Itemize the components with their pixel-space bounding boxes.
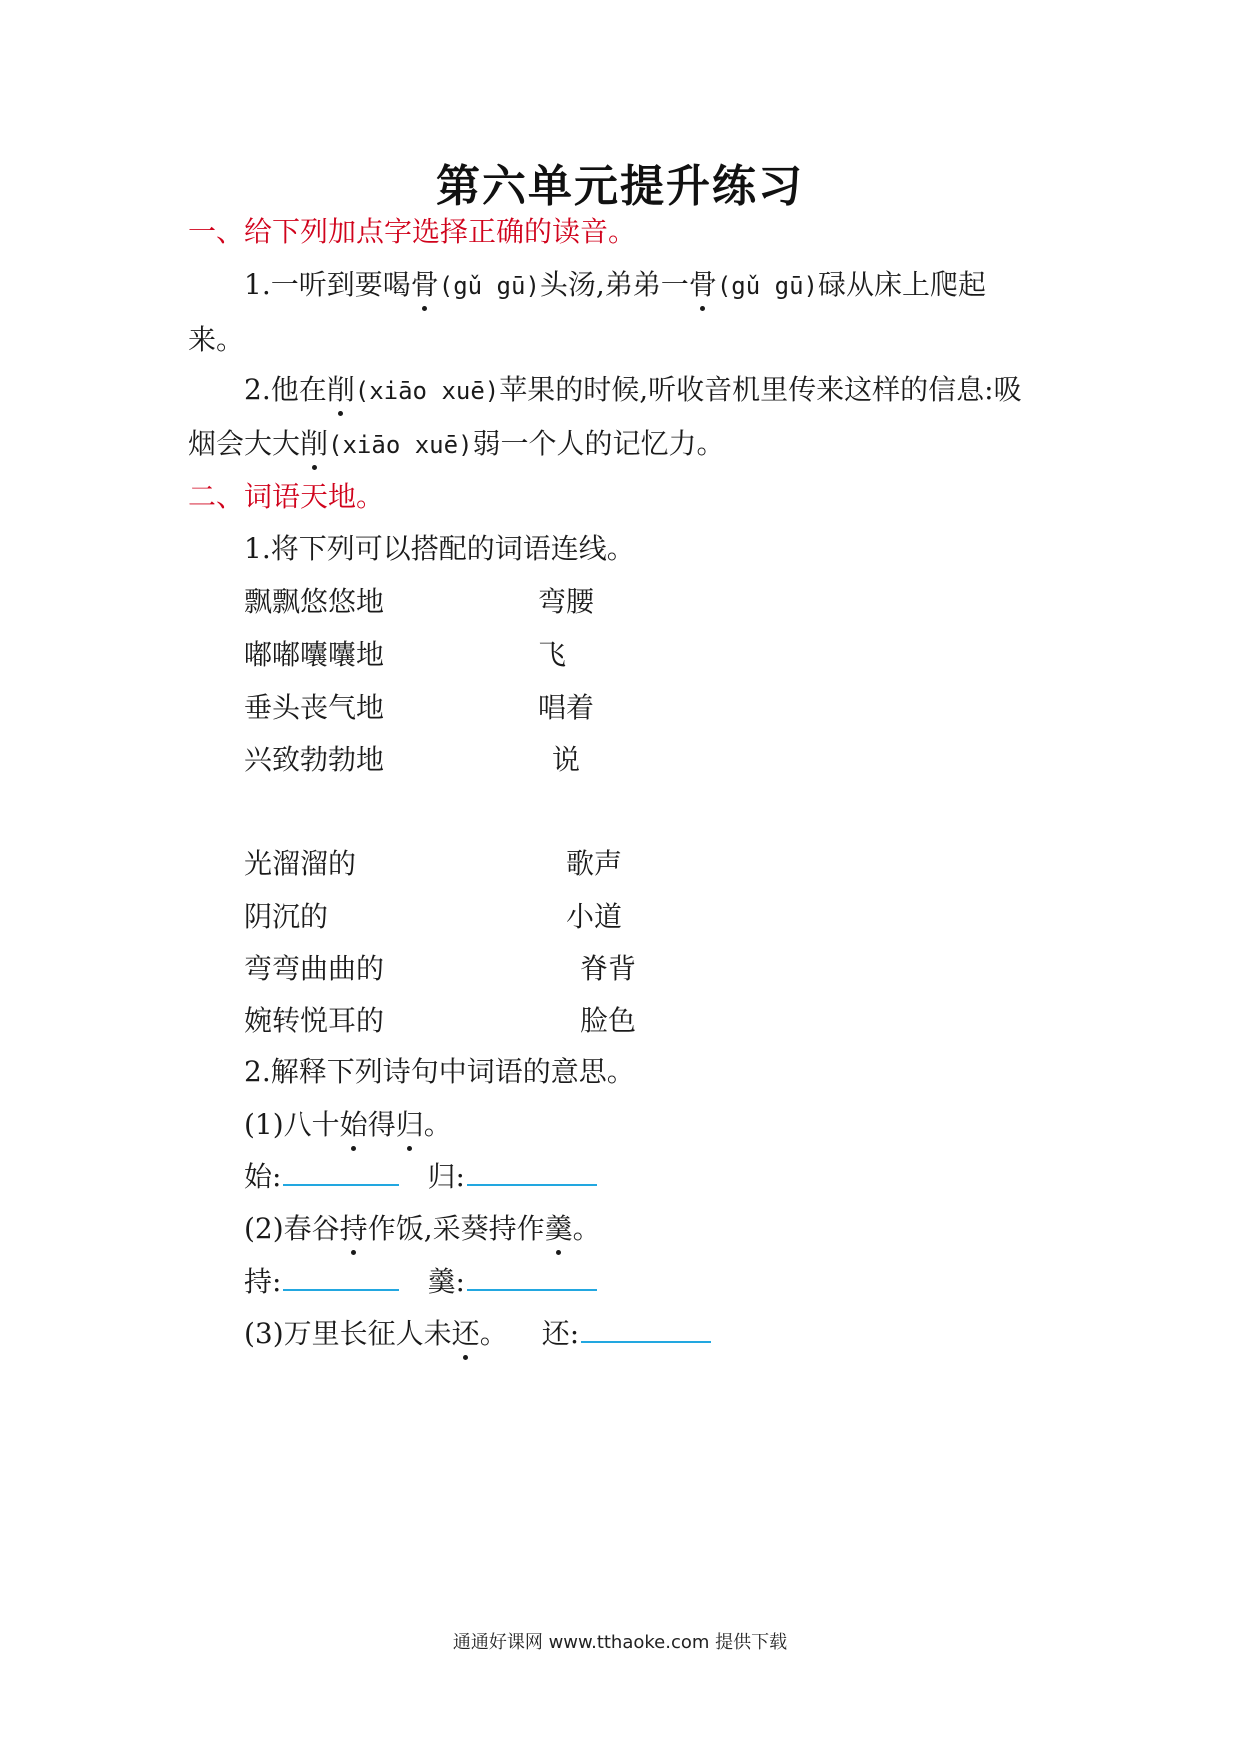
q1-number: 1. — [244, 268, 271, 301]
answer-label: 归: — [427, 1160, 465, 1193]
poem-2-dotted-char-2: 羹 — [545, 1207, 573, 1247]
match-right-item[interactable]: 弯腰 — [538, 585, 595, 618]
q1-text-3: 碌从床上爬起 — [817, 268, 986, 301]
poem-2-text-mid: 作饭,采葵持作 — [367, 1212, 545, 1245]
poem-line-1 — [244, 1103, 452, 1143]
match-right-item[interactable]: 说 — [552, 743, 581, 776]
q2-dotted-char-1: 削 — [327, 368, 355, 408]
poem-1-text-mid: 得 — [367, 1108, 396, 1141]
footer-credit: 通通好课网 www.tthaoke.com 提供下载 — [452, 1632, 788, 1653]
answer-row-1 — [244, 1155, 597, 1195]
match-right-item[interactable]: 飞 — [538, 638, 567, 671]
answer-blank[interactable] — [283, 1156, 399, 1186]
match-left-item[interactable]: 婉转悦耳的 — [244, 1004, 385, 1037]
answer-blank[interactable] — [283, 1261, 399, 1291]
page-title: 第六单元提升练习 — [436, 161, 804, 212]
match-right-item[interactable]: 脊背 — [580, 952, 637, 985]
match-left-item[interactable]: 嘟嘟囔囔地 — [244, 638, 385, 671]
match-right-item[interactable]: 小道 — [566, 900, 623, 933]
match-left-item[interactable]: 弯弯曲曲的 — [244, 952, 385, 985]
match-right-item[interactable]: 歌声 — [566, 847, 623, 880]
q2-dotted-char-2: 削 — [300, 422, 328, 462]
answer-label: 持: — [244, 1265, 282, 1298]
q2-number: 2. — [244, 373, 271, 406]
poem-3-text-pre: (3)万里长征人未 — [244, 1317, 452, 1350]
poem-1-dotted-char-1: 始 — [340, 1103, 368, 1143]
question-1-1 — [244, 263, 986, 303]
match-right-item[interactable]: 脸色 — [580, 1004, 637, 1037]
match-left-item[interactable]: 兴致勃勃地 — [244, 743, 385, 776]
answer-blank[interactable] — [581, 1313, 711, 1343]
match-left-item[interactable]: 飘飘悠悠地 — [244, 585, 385, 618]
matching-instruction: 1.将下列可以搭配的词语连线。 — [244, 532, 635, 565]
poem-2-dotted-char-1: 持 — [340, 1207, 368, 1247]
q2-text-1: 他在 — [270, 373, 327, 406]
poem-line-2 — [244, 1207, 601, 1247]
q2-line2-text-2: 弱一个人的记忆力。 — [472, 427, 725, 460]
question-1-2 — [244, 368, 1022, 408]
match-left-item[interactable]: 阴沉的 — [244, 900, 329, 933]
poem-1-dotted-char-2: 归 — [396, 1103, 424, 1143]
q2-pinyin-options-2: (xiāo xuē) — [328, 431, 473, 459]
poem-2-text-pre: (2)春谷 — [244, 1212, 340, 1245]
poem-3-dotted-char: 还 — [452, 1312, 480, 1352]
answer-label: 羹: — [427, 1265, 465, 1298]
section-1-heading: 一、给下列加点字选择正确的读音。 — [188, 215, 637, 248]
match-left-item[interactable]: 光溜溜的 — [244, 847, 357, 880]
match-right-item[interactable]: 唱着 — [538, 691, 595, 724]
match-left-item[interactable]: 垂头丧气地 — [244, 691, 385, 724]
section-2-heading: 二、词语天地。 — [188, 480, 385, 513]
poem-3-text-post: 。 — [479, 1317, 508, 1350]
q2-line2-text-1: 烟会大大 — [188, 427, 301, 460]
q1-text-2: 头汤,弟弟一 — [539, 268, 689, 301]
q2-text-2: 苹果的时候,听收音机里传来这样的信息:吸 — [499, 373, 1022, 406]
question-1-1-continued: 来。 — [188, 323, 245, 356]
q1-pinyin-options-1: (gǔ gū) — [438, 272, 540, 300]
answer-blank[interactable] — [467, 1156, 597, 1186]
poem-instruction: 2.解释下列诗句中词语的意思。 — [244, 1055, 635, 1088]
answer-label: 始: — [244, 1160, 282, 1193]
answer-blank[interactable] — [467, 1261, 597, 1291]
q1-text-1: 一听到要喝 — [270, 268, 411, 301]
q1-pinyin-options-2: (gǔ gū) — [716, 272, 818, 300]
poem-line-3 — [244, 1312, 711, 1352]
answer-label: 还: — [541, 1317, 580, 1350]
q2-pinyin-options-1: (xiāo xuē) — [354, 377, 500, 405]
answer-row-2 — [244, 1260, 597, 1300]
poem-2-text-post: 。 — [572, 1212, 601, 1245]
poem-1-text-pre: (1)八十 — [244, 1108, 340, 1141]
poem-1-text-post: 。 — [423, 1108, 452, 1141]
q1-dotted-char-2: 骨 — [689, 263, 717, 303]
q1-dotted-char-1: 骨 — [411, 263, 439, 303]
question-1-2-continued — [188, 422, 725, 462]
